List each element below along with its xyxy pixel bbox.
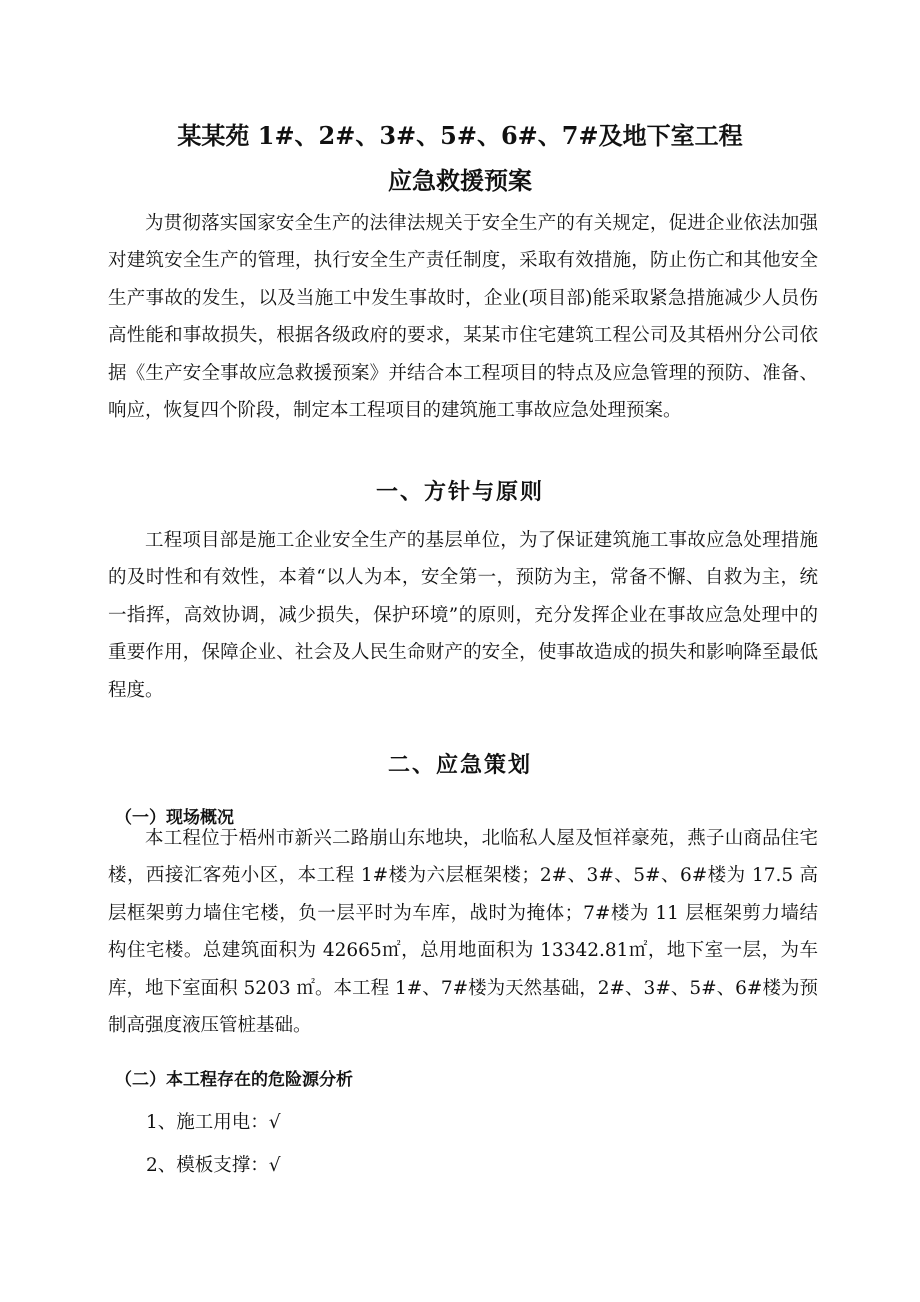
intro-paragraph: 为贯彻落实国家安全生产的法律法规关于安全生产的有关规定，促进企业依法加强对建筑安全生产的管理，执行安全生产责任制度，采取有效措施，防止伤亡和其他安全生产事故的发生，以及当施工中发生事故时，企业(项目部)能采取紧急措施减少人员伤高性能和事故损失，根据各级政府的要求，某某市住宅建筑工程公司及其梧州分公司依据《生产安全事故应急救援预案》并结合本工程项目的特点及应急管理的预防、准备、响应，恢复四个阶段，制定本工程项目的建筑施工事故应急处理预案。 — [108, 213, 818, 422]
site-overview-paragraph: 本工程位于梧州市新兴二路崩山东地块，北临私人屋及恒祥豪苑，燕子山商品住宅楼，西接汇客苑小区，本工程 1#楼为六层框架楼；2#、3#、5#、6#楼为 17.5 高层框架剪力墙住宅楼，负一层平时为车库，战时为掩体；7#楼为 11 层框架剪力墙结构住宅楼。总建筑面积为 42665㎡，总用地面积为 13342.81㎡，地下室一层，为车库，地下室面积 5203 ㎡。本工程 1#、7#楼为天然基础，2#、3#、5#、6#楼为预制高强度液压管桩基础。 — [108, 828, 818, 1037]
document-title: 某某苑 1#、2#、3#、5#、6#、7#及地下室工程 — [177, 121, 743, 150]
hazard-item-electricity: 1、施工用电：√ — [146, 1112, 281, 1133]
subsection-heading-site-overview: （一）现场概况 — [115, 808, 234, 828]
hazard-item-formwork: 2、模板支撑：√ — [146, 1155, 281, 1176]
principles-paragraph: 工程项目部是施工企业安全生产的基层单位，为了保证建筑施工事故应急处理措施的及时性和有效性，本着“以人为本，安全第一，预防为主，常备不懈、自救为主，统一指挥，高效协调，减少损失，保护环境”的原则，充分发挥企业在事故应急处理中的重要作用，保障企业、社会及人民生命财产的安全，使事故造成的损失和影响降至最低程度。 — [108, 530, 818, 701]
subsection-heading-hazard-analysis: （二）本工程存在的危险源分析 — [115, 1070, 353, 1090]
section-heading-planning: 二、应急策划 — [387, 752, 532, 778]
document-subtitle: 应急救援预案 — [388, 166, 532, 195]
section-heading-principles: 一、方针与原则 — [375, 479, 544, 505]
